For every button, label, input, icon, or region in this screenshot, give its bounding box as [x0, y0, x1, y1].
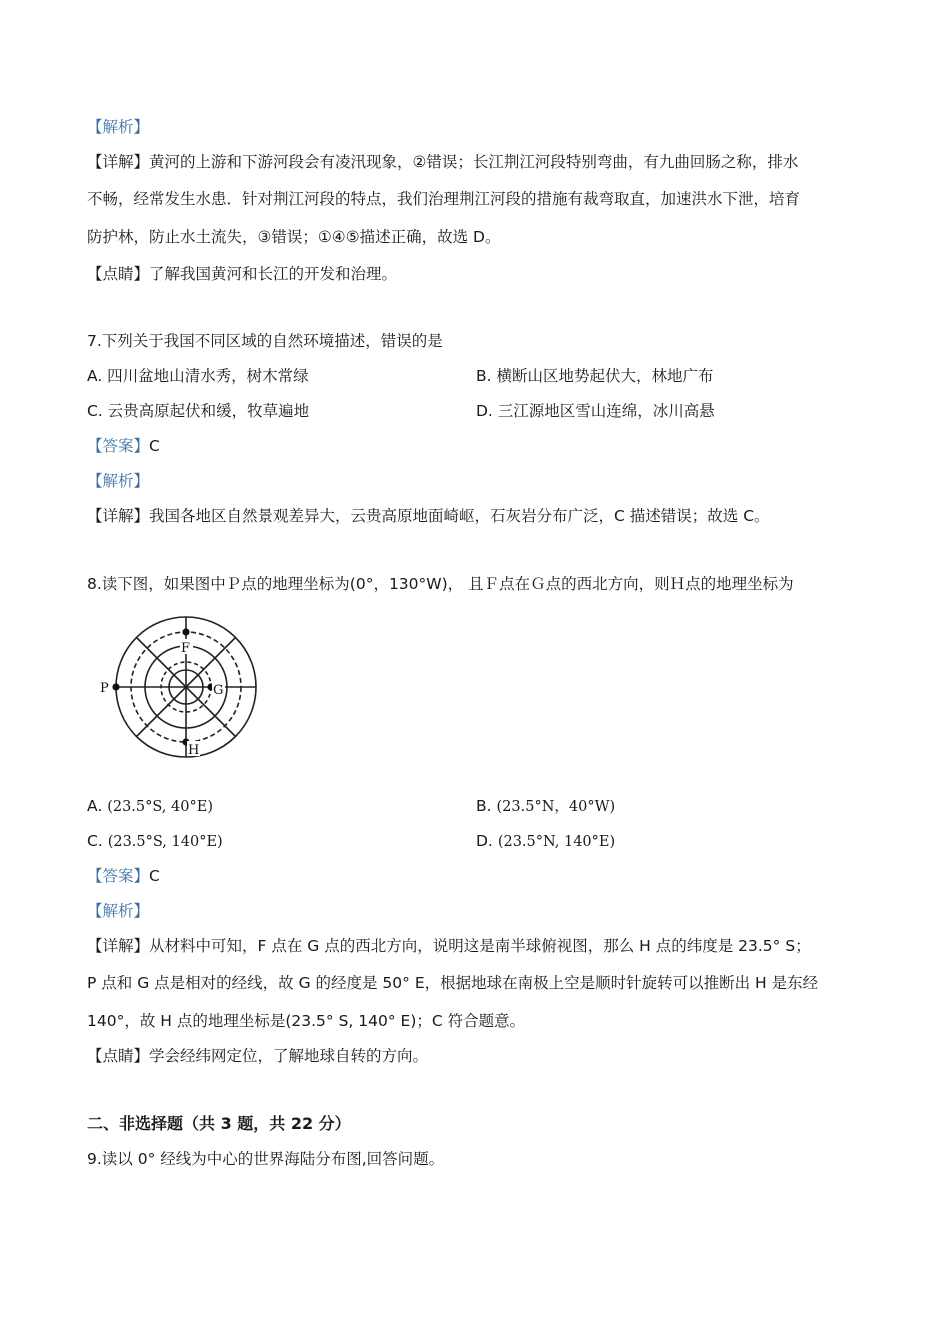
q7-option-a: A. 四川盆地山清水秀，树木常绿	[87, 367, 309, 385]
section-title: 二、非选择题（共 3 题，共 22 分）	[87, 1114, 351, 1133]
q6-analysis-tag: 【解析】	[87, 118, 150, 136]
q7-stem: 7.下列关于我国不同区域的自然环境描述，错误的是	[87, 332, 443, 350]
q7-option-d: D. 三江源地区雪山连绵，冰川高悬	[476, 402, 715, 420]
q8-detail-line-2: P 点和 G 点是相对的经线，故 G 的经度是 50° E，根据地球在南极上空是顺时针旋转可以推断出 H 是东经	[87, 974, 819, 992]
q8-option-d: D. (23.5°N, 140°E)	[476, 832, 616, 850]
label-p: P	[100, 681, 109, 696]
polar-view-diagram	[96, 612, 276, 762]
q9-stem: 9.读以 0° 经线为中心的世界海陆分布图,回答问题。	[87, 1150, 445, 1168]
point-p-dot	[112, 683, 119, 690]
q6-detail-line-1: 【详解】黄河的上游和下游河段会有凌汛现象，②错误；长江荆江河段特别弯曲，有九曲回肠之称，排水	[87, 153, 799, 171]
q8-detail-line-3: 140°，故 H 点的地理坐标是(23.5° S, 140° E)；C 符合题意。	[87, 1012, 526, 1030]
q8-tip: 【点睛】学会经纬网定位，了解地球自转的方向。	[87, 1047, 429, 1065]
q8-option-a: A. (23.5°S, 40°E)	[87, 797, 213, 815]
q7-option-c: C. 云贵高原起伏和缓，牧草遍地	[87, 402, 310, 420]
q7-analysis-tag: 【解析】	[87, 472, 150, 490]
q7-answer: 【答案】C	[87, 437, 160, 455]
q8-option-b: B. (23.5°N，40°W)	[476, 797, 616, 815]
q7-option-b: B. 横断山区地势起伏大，林地广布	[476, 367, 714, 385]
label-f: F	[181, 641, 191, 656]
label-h: H	[188, 743, 200, 758]
q8-analysis-tag: 【解析】	[87, 902, 150, 920]
q8-stem: 8.读下图，如果图中Ｐ点的地理坐标为(0°，130°W)， 且Ｆ点在Ｇ点的西北方向，则Ｈ点的地理坐标为	[87, 575, 794, 593]
q7-detail: 【详解】我国各地区自然景观差异大，云贵高原地面崎岖，石灰岩分布广泛，C 描述错误；故选 C。	[87, 507, 770, 525]
q6-detail-line-2: 不畅，经常发生水患．针对荆江河段的特点，我们治理荆江河段的措施有裁弯取直，加速洪水下泄，培育	[87, 190, 801, 208]
q6-tip: 【点睛】了解我国黄河和长江的开发和治理。	[87, 265, 398, 283]
q8-detail-line-1: 【详解】从材料中可知，F 点在 G 点的西北方向，说明这是南半球俯视图，那么 H 点的纬度是 23.5° S；	[87, 937, 811, 955]
q8-answer: 【答案】C	[87, 867, 160, 885]
q8-option-c: C. (23.5°S, 140°E)	[87, 832, 223, 850]
point-f-dot	[182, 628, 189, 635]
label-g: G	[213, 683, 224, 698]
q6-detail-line-3: 防护林，防止水土流失，③错误；①④⑤描述正确，故选 D。	[87, 228, 501, 246]
